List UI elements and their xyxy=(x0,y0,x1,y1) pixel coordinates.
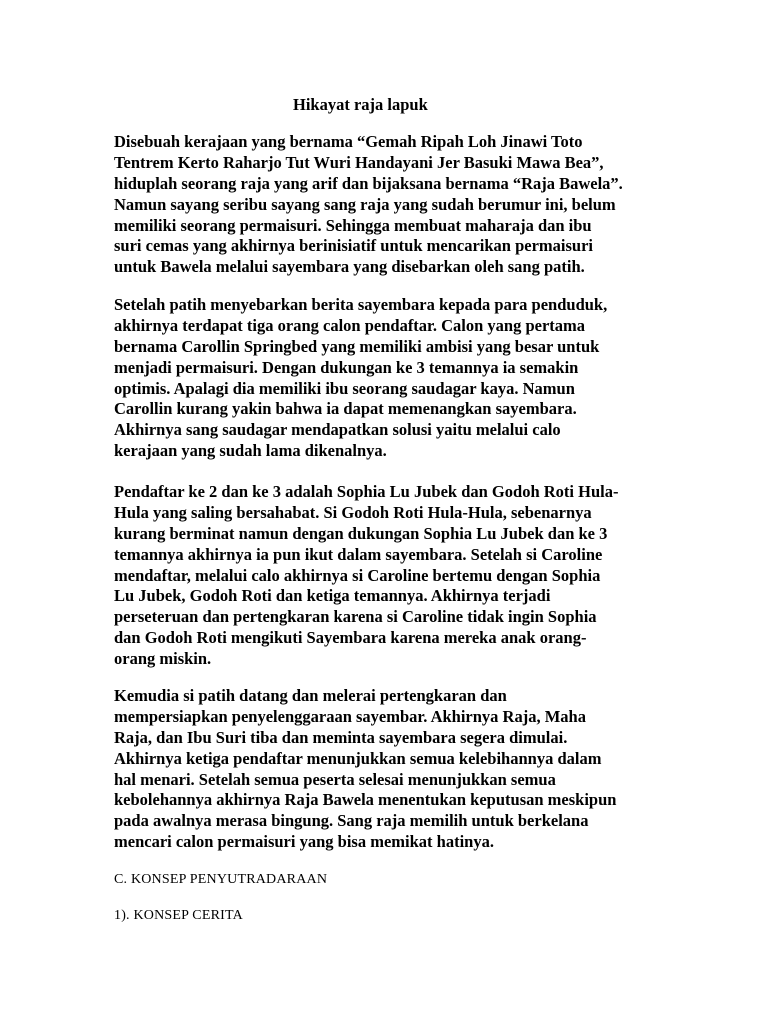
text-line: hal menari. Setelah semua peserta selesai menunjukkan semua xyxy=(114,769,556,789)
paragraph-1 xyxy=(114,132,674,278)
text-line: orang miskin. xyxy=(114,649,212,669)
text-line: bernama Carollin Springbed yang memiliki ambisi yang besar untuk xyxy=(114,336,600,356)
text-line: Namun sayang seribu sayang sang raja yang sudah berumur ini, belum xyxy=(114,194,616,214)
subsection-heading: 1). KONSEP CERITA xyxy=(114,908,243,923)
text-line: Lu Jubek, Godoh Roti dan ketiga temannya. Akhirnya terjadi xyxy=(114,586,551,606)
section-heading: C. KONSEP PENYUTRADARAAN xyxy=(114,872,328,887)
text-line: mencari calon permaisuri yang bisa memikat hatinya. xyxy=(114,832,494,852)
text-line: mempersiapkan penyelenggaraan sayembar. Akhirnya Raja, Maha xyxy=(114,706,586,726)
paragraph-3 xyxy=(114,482,674,670)
text-line: dan Godoh Roti mengikuti Sayembara karena mereka anak orang- xyxy=(114,628,587,648)
text-line: menjadi permaisuri. Dengan dukungan ke 3 temannya ia semakin xyxy=(114,357,579,377)
text-line: Disebuah kerajaan yang bernama “Gemah Ripah Loh Jinawi Toto xyxy=(114,132,583,151)
text-line: Hula yang saling bersahabat. Si Godoh Roti Hula-Hula, sebenarnya xyxy=(114,502,592,522)
text-line: Pendaftar ke 2 dan ke 3 adalah Sophia Lu Jubek dan Godoh Roti Hula- xyxy=(114,482,619,501)
text-line: optimis. Apalagi dia memiliki ibu seorang saudagar kaya. Namun xyxy=(114,378,575,398)
text-line: Raja, dan Ibu Suri tiba dan meminta sayembara segera dimulai. xyxy=(114,727,568,747)
paragraph-2 xyxy=(114,295,674,462)
text-line: kebolehannya akhirnya Raja Bawela menentukan keputusan meskipun xyxy=(114,790,617,810)
text-line: akhirnya terdapat tiga orang calon pendaftar. Calon yang pertama xyxy=(114,315,586,335)
text-line: untuk Bawela melalui sayembara yang disebarkan oleh sang patih. xyxy=(114,257,585,277)
text-line: pada awalnya merasa bingung. Sang raja memilih untuk berkelana xyxy=(114,811,589,831)
text-line: Akhirnya ketiga pendaftar menunjukkan semua kelebihannya dalam xyxy=(114,748,602,768)
text-line: perseteruan dan pertengkaran karena si Caroline tidak ingin Sophia xyxy=(114,607,597,627)
text-line: kerajaan yang sudah lama dikenalnya. xyxy=(114,441,387,461)
text-line: Setelah patih menyebarkan berita sayembara kepada para penduduk, xyxy=(114,295,608,314)
text-line: Tentrem Kerto Raharjo Tut Wuri Handayani Jer Basuki Mawa Bea”, xyxy=(114,152,604,172)
document-title: Hikayat raja lapuk xyxy=(293,95,428,114)
text-line: hiduplah seorang raja yang arif dan bijaksana bernama “Raja Bawela”. xyxy=(114,173,623,193)
paragraph-4 xyxy=(114,686,674,853)
text-line: Akhirnya sang saudagar mendapatkan solusi yaitu melalui calo xyxy=(114,420,561,440)
text-line: kurang berminat namun dengan dukungan Sophia Lu Jubek dan ke 3 xyxy=(114,523,608,543)
text-line: Kemudia si patih datang dan melerai pertengkaran dan xyxy=(114,686,507,705)
text-line: suri cemas yang akhirnya berinisiatif untuk mencarikan permaisuri xyxy=(114,236,593,256)
text-line: temannya akhirnya ia pun ikut dalam sayembara. Setelah si Caroline xyxy=(114,544,603,564)
text-line: Carollin kurang yakin bahwa ia dapat memenangkan sayembara. xyxy=(114,399,577,419)
text-line: memiliki seorang permaisuri. Sehingga membuat maharaja dan ibu xyxy=(114,215,592,235)
text-line: mendaftar, melalui calo akhirnya si Caroline bertemu dengan Sophia xyxy=(114,565,601,585)
